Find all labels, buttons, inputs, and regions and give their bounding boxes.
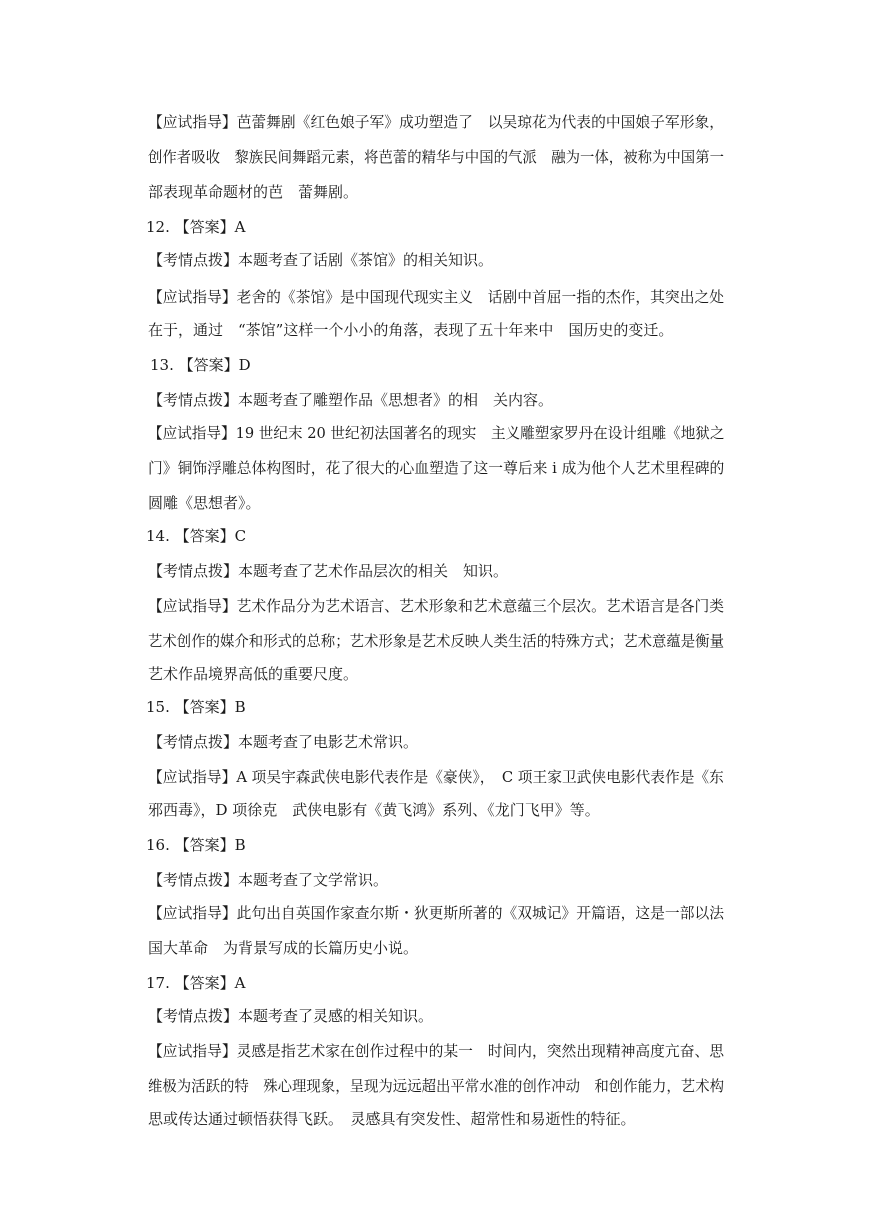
text-line: 艺术创作的媒介和形式的总称；艺术形象是艺术反映人类生活的特殊方式；艺术意蕴是衡量 [148,632,725,650]
answer-line: 16. 【答案】B [146,836,246,854]
text-line: 国大革命 为背景写成的长篇历史小说。 [148,939,419,957]
answer-line: 12. 【答案】A [146,218,246,236]
text-line: 在于，通过 “茶馆”这样一个小小的角落，表现了五十年来中 国历史的变迁。 [148,321,674,339]
text-line: 【应试指导】19 世纪末 20 世纪初法国著名的现实 主义雕塑家罗丹在设计组雕《地狱之 [148,424,725,442]
text-line: 【考情点拨】本题考查了艺术作品层次的相关 知识。 [148,562,509,580]
answer-line: 14. 【答案】C [146,527,247,545]
text-line: 【考情点拨】本题考查了雕塑作品《思想者》的相 关内容。 [148,391,554,409]
text-line: 【考情点拨】本题考查了电影艺术常识。 [148,733,419,751]
text-line: 【应试指导】老舍的《茶馆》是中国现代现实主义 话剧中首屈一指的杰作，其突出之处 [148,288,725,306]
answer-line: 13. 【答案】D [150,356,251,374]
text-line: 【应试指导】灵感是指艺术家在创作过程中的某一 时间内，突然出现精神高度亢奋、思 [148,1042,725,1060]
text-line: 【应试指导】芭蕾舞剧《红色娘子军》成功塑造了 以吴琼花为代表的中国娘子军形象， [148,113,725,131]
text-line: 思或传达通过顿悟获得飞跃。 灵感具有突发性、超常性和易逝性的特征。 [148,1110,636,1128]
text-line: 【应试指导】此句出自英国作家查尔斯・狄更斯所著的《双城记》开篇语，这是一部以法 [148,904,725,922]
text-line: 【考情点拨】本题考查了文学常识。 [148,871,389,889]
text-line: 【应试指导】A 项吴宇森武侠电影代表作是《豪侠》， C 项王家卫武侠电影代表作是《东 [148,768,724,786]
text-line: 艺术作品境界高低的重要尺度。 [148,665,359,683]
text-line: 【考情点拨】本题考查了话剧《茶馆》的相关知识。 [148,251,494,269]
text-line: 维极为活跃的特 殊心理现象，呈现为远远超出平常水准的创作冲动 和创作能力，艺术构 [148,1077,725,1095]
answer-line: 15. 【答案】B [146,698,246,716]
text-line: 门》铜饰浮雕总体构图时，花了很大的心血塑造了这一尊后来 i 成为他个人艺术里程碑的 [148,459,725,477]
text-line: 【考情点拨】本题考查了灵感的相关知识。 [148,1007,434,1025]
text-line: 【应试指导】艺术作品分为艺术语言、艺术形象和艺术意蕴三个层次。艺术语言是各门类 [148,597,725,615]
text-line: 圆雕《思想者》。 [148,494,261,512]
text-line: 创作者吸收 黎族民间舞蹈元素，将芭蕾的精华与中国的气派 融为一体，被称为中国第一 [148,148,725,166]
answer-line: 17. 【答案】A [146,974,246,992]
text-line: 邪西毒》，D 项徐克 武侠电影有《黄飞鸿》系列、《龙门飞甲》等。 [148,801,600,819]
text-line: 部表现革命题材的芭 蕾舞剧。 [148,183,359,201]
